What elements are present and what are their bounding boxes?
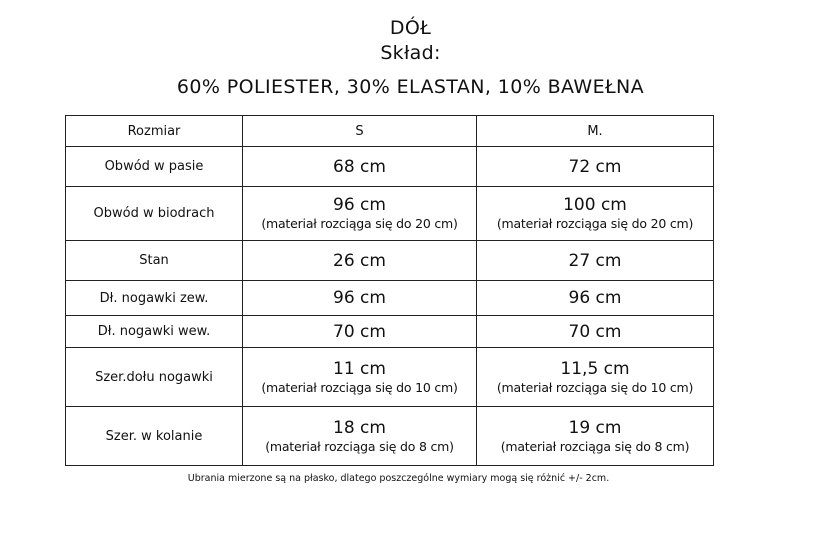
composition-text: 60% POLIESTER, 30% ELASTAN, 10% BAWEŁNA: [176, 76, 645, 98]
row-label: Obwód w pasie: [66, 147, 243, 187]
note-s: (materiał rozciąga się do 10 cm): [261, 379, 458, 395]
value-m: 19 cm: [568, 417, 622, 438]
row-label: Dł. nogawki zew.: [66, 281, 243, 316]
column-header-s: S: [243, 116, 477, 147]
value-s: 18 cm: [333, 417, 386, 438]
composition-heading: Skład:: [380, 42, 441, 64]
value-s: 68 cm: [333, 156, 386, 177]
row-label: Szer.dołu nogawki: [66, 348, 243, 407]
cell-s: [243, 316, 477, 348]
table-row: [66, 147, 714, 187]
value-m: 72 cm: [568, 156, 622, 177]
cell-s: [243, 348, 477, 407]
value-m: 96 cm: [568, 288, 622, 308]
table-row: [66, 187, 714, 241]
cell-m: [477, 281, 714, 316]
cell-s: [243, 407, 477, 466]
row-label: Stan: [66, 241, 243, 281]
note-m: (materiał rozciąga się do 20 cm): [496, 216, 694, 231]
cell-s: [243, 147, 477, 187]
table-row: [66, 281, 714, 316]
value-m: 70 cm: [568, 321, 622, 342]
cell-m: [477, 316, 714, 348]
cell-m: [477, 241, 714, 281]
cell-s: [243, 241, 477, 281]
value-m: 27 cm: [568, 250, 622, 271]
row-label: Obwód w biodrach: [66, 187, 243, 241]
cell-s: [243, 187, 477, 241]
cell-m: [477, 407, 714, 466]
table-row: [66, 348, 714, 407]
value-m: 11,5 cm: [560, 358, 630, 379]
note-m: (materiał rozciąga się do 8 cm): [500, 438, 690, 454]
table-row: [66, 407, 714, 466]
note-s: (materiał rozciąga się do 8 cm): [265, 438, 454, 454]
value-m: 100 cm: [563, 195, 627, 215]
value-s: 96 cm: [333, 288, 386, 308]
table-header-row: [66, 116, 714, 147]
column-header-size: Rozmiar: [66, 116, 243, 147]
cell-m: [477, 147, 714, 187]
value-s: 11 cm: [333, 358, 386, 379]
cell-m: [477, 348, 714, 407]
cell-s: [243, 281, 477, 316]
table-row: [66, 316, 714, 348]
note-s: (materiał rozciąga się do 20 cm): [261, 216, 458, 231]
row-label: Dł. nogawki wew.: [66, 316, 243, 348]
measurement-footnote: Ubrania mierzone są na płasko, dlatego poszczególne wymiary mogą się różnić +/- 2cm.: [187, 473, 610, 484]
section-title: DÓŁ: [389, 17, 432, 39]
cell-m: [477, 187, 714, 241]
table-row: [66, 241, 714, 281]
value-s: 96 cm: [333, 195, 386, 215]
note-m: (materiał rozciąga się do 10 cm): [496, 379, 694, 395]
size-table: [65, 115, 714, 466]
column-header-m: M.: [477, 116, 714, 147]
row-label: Szer. w kolanie: [66, 407, 243, 466]
value-s: 70 cm: [333, 321, 386, 342]
value-s: 26 cm: [333, 250, 386, 271]
